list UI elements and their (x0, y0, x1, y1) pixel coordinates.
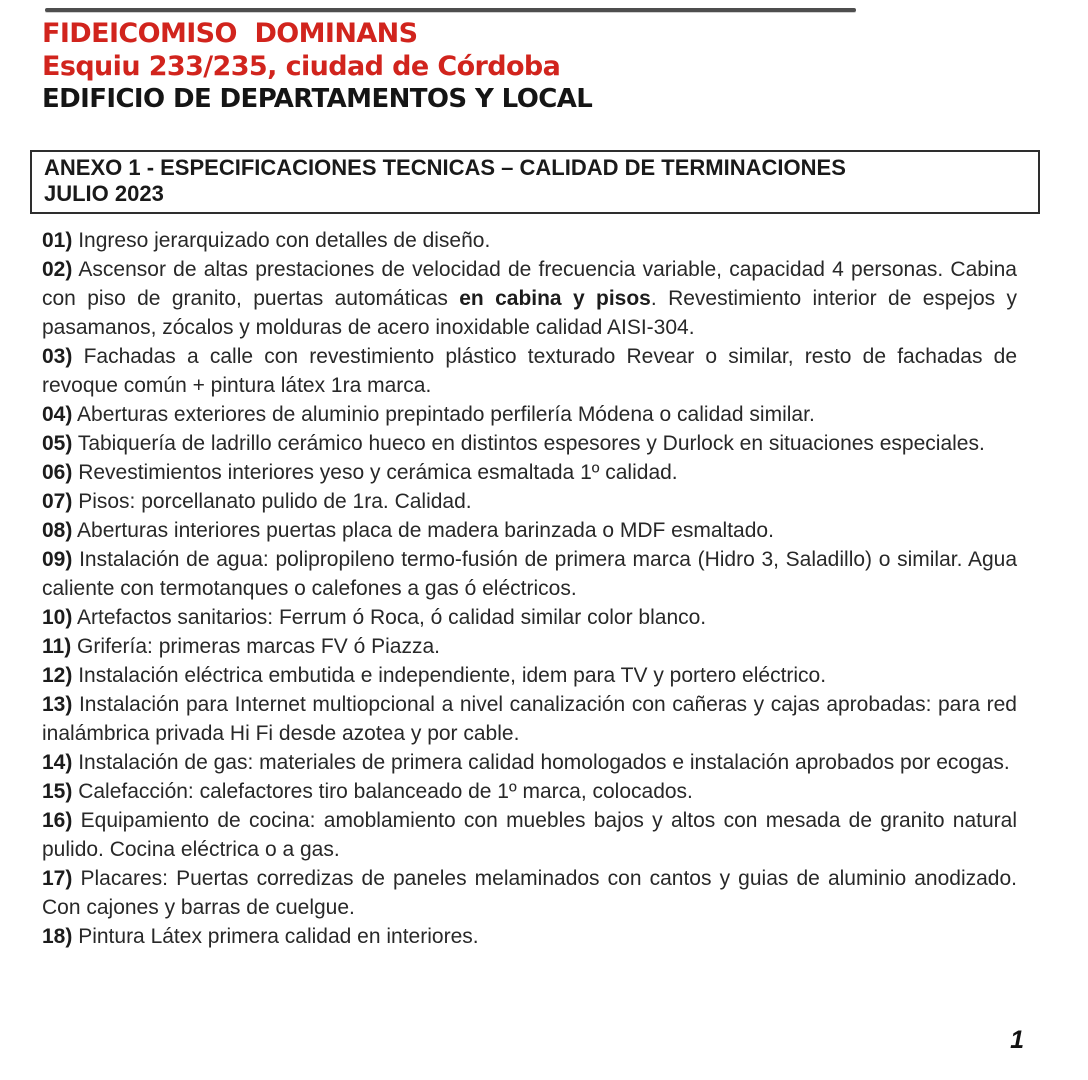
item-text: Ascensor de altas prestaciones de velocidad de frecuencia variable, capacidad 4 personas. Cabina con piso de granito, puertas automáticas (42, 258, 1017, 310)
item-text: Placares: Puertas corredizas de paneles melaminados con cantos y guias de aluminio anodizado. Con cajones y barras de cuelgue. (42, 867, 1017, 919)
spec-item-01 (42, 226, 1017, 255)
item-number: 07) (42, 490, 73, 513)
item-number: 13) (42, 693, 73, 716)
spec-item-16 (42, 806, 1017, 864)
item-number: 17) (42, 867, 73, 890)
item-text: Grifería: primeras marcas FV ó Piazza. (77, 635, 440, 658)
spec-item-15 (42, 777, 1017, 806)
item-number: 01) (42, 229, 73, 252)
item-text: Instalación para Internet multiopcional a nivel canalización con cañeras y cajas aprobadas: para red inalámbrica privada Hi Fi desde azotea y por cable. (42, 693, 1017, 745)
item-text: Ingreso jerarquizado con detalles de diseño. (78, 229, 491, 252)
item-text: Calefacción: calefactores tiro balanceado de 1º marca, colocados. (78, 780, 693, 803)
spec-item-02 (42, 255, 1017, 342)
item-number: 11) (42, 635, 72, 658)
item-text: Pintura Látex primera calidad en interiores. (78, 925, 479, 948)
item-number: 09) (42, 548, 73, 571)
page-number: 1 (1010, 1026, 1024, 1054)
spec-item-12 (42, 661, 1017, 690)
item-number: 06) (42, 461, 73, 484)
spec-list (42, 226, 1017, 951)
spec-item-17 (42, 864, 1017, 922)
building-description: EDIFICIO DE DEPARTAMENTOS Y LOCAL (42, 84, 593, 114)
item-number: 15) (42, 780, 73, 803)
annex-date: JULIO 2023 (44, 181, 164, 206)
item-text: Equipamiento de cocina: amoblamiento con muebles bajos y altos con mesada de granito natural pulido. Cocina eléctrica o a gas. (42, 809, 1017, 861)
item-text: Aberturas interiores puertas placa de madera barinzada o MDF esmaltado. (77, 519, 774, 542)
spec-item-14 (42, 748, 1017, 777)
item-text: Tabiquería de ladrillo cerámico hueco en distintos espesores y Durlock en situaciones especiales. (77, 432, 985, 455)
spec-item-05 (42, 429, 1017, 458)
item-number: 14) (42, 751, 73, 774)
item-number: 16) (42, 809, 73, 832)
item-text-bold: en cabina y pisos (459, 287, 651, 310)
spec-item-18 (42, 922, 1017, 951)
spec-item-03 (42, 342, 1017, 400)
spec-item-06 (42, 458, 1017, 487)
spec-item-09 (42, 545, 1017, 603)
spec-item-13 (42, 690, 1017, 748)
item-text: Instalación eléctrica embutida e independiente, idem para TV y portero eléctrico. (78, 664, 827, 687)
item-text: . Revestimiento interior de espejos y pasamanos, zócalos y molduras de acero inoxidable calidad AISI-304. (42, 287, 1017, 339)
spec-item-10 (42, 603, 1017, 632)
item-text: Fachadas a calle con revestimiento plástico texturado Revear o similar, resto de fachadas de revoque común + pintura látex 1ra marca. (42, 345, 1017, 397)
item-text: Instalación de agua: polipropileno termo-fusión de primera marca (Hidro 3, Saladillo) o similar. Agua caliente con termotanques o calefones a gas ó eléctricos. (42, 548, 1018, 600)
item-text: Revestimientos interiores yeso y cerámica esmaltada 1º calidad. (78, 461, 678, 484)
spec-item-07 (42, 487, 1017, 516)
item-text: Aberturas exteriores de aluminio prepintado perfilería Módena o calidad similar. (77, 403, 815, 426)
top-rule-divider (45, 8, 856, 12)
item-number: 04) (42, 403, 73, 426)
item-number: 02) (42, 258, 73, 281)
annex-title-box (30, 150, 1040, 214)
project-name: FIDEICOMISO DOMINANS (42, 18, 418, 49)
spec-item-08 (42, 516, 1017, 545)
item-text: Artefactos sanitarios: Ferrum ó Roca, ó calidad similar color blanco. (77, 606, 707, 629)
item-number: 08) (42, 519, 73, 542)
item-number: 05) (42, 432, 73, 455)
annex-title: ANEXO 1 - ESPECIFICACIONES TECNICAS – CALIDAD DE TERMINACIONES (44, 155, 846, 180)
item-text: Pisos: porcellanato pulido de 1ra. Calidad. (78, 490, 472, 513)
spec-item-04 (42, 400, 1017, 429)
document-header (42, 17, 592, 116)
item-number: 03) (42, 345, 73, 368)
spec-item-11 (42, 632, 1017, 661)
item-number: 12) (42, 664, 73, 687)
project-address: Esquiu 233/235, ciudad de Córdoba (42, 51, 561, 82)
item-number: 10) (42, 606, 73, 629)
item-text: Instalación de gas: materiales de primera calidad homologados e instalación aprobados por ecogas. (78, 751, 1010, 774)
item-number: 18) (42, 925, 73, 948)
